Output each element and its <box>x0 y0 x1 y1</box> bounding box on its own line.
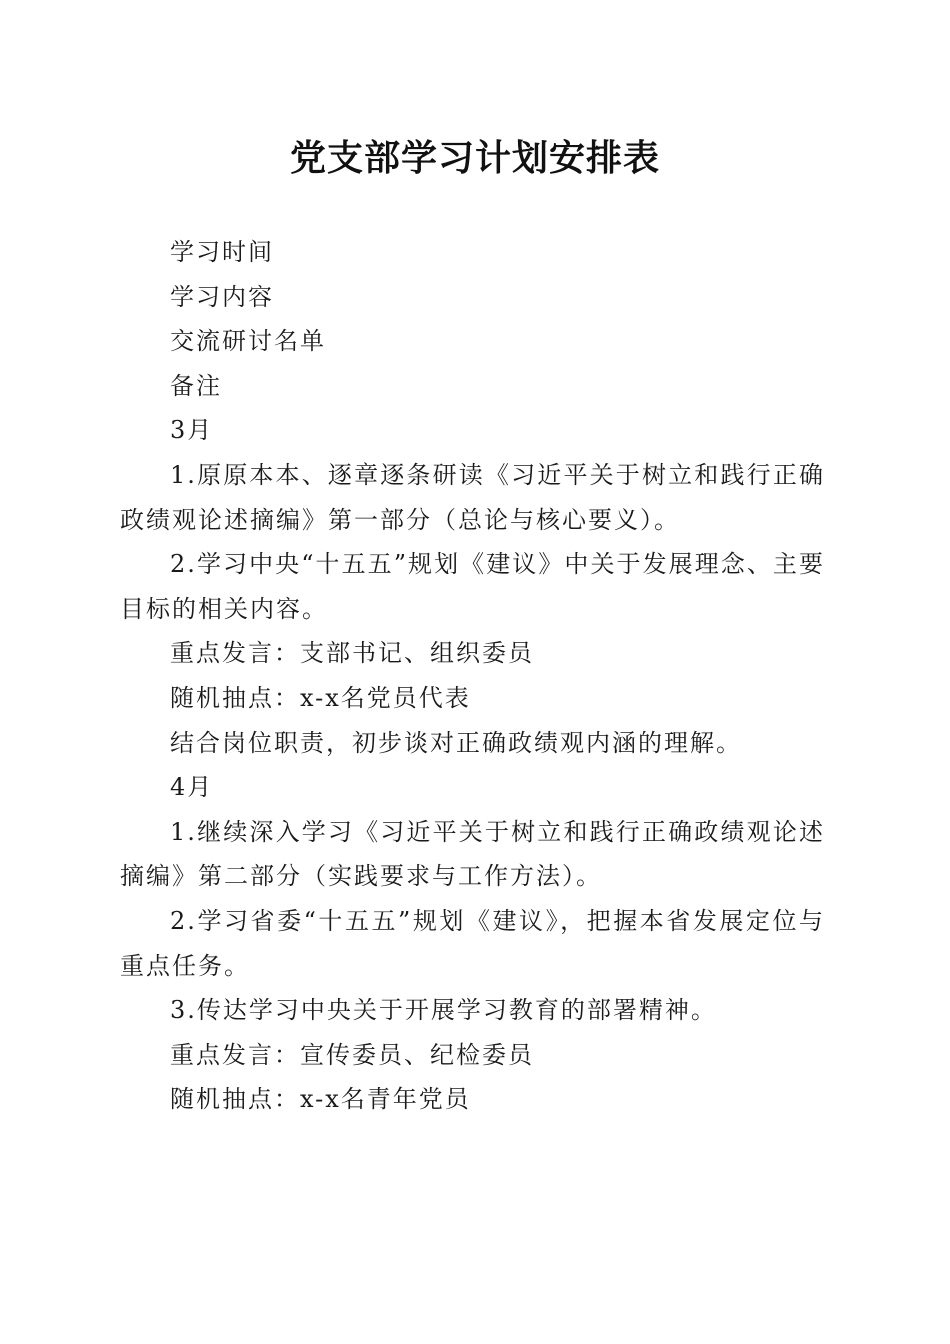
paragraph-april-item-1: 1.继续深入学习《习近平关于树立和践行正确政绩观论述摘编》第二部分（实践要求与工作方法）。 <box>120 817 825 891</box>
document-body <box>120 230 825 1122</box>
paragraph-march-random-pick: 随机抽点：x-x名党员代表 <box>170 683 471 712</box>
paragraph-discussion-list-header: 交流研讨名单 <box>170 327 326 356</box>
paragraph-march-item-2: 2.学习中央“十五五”规划《建议》中关于发展理念、主要目标的相关内容。 <box>120 550 825 623</box>
paragraph-march-remark: 结合岗位职责，初步谈对正确政绩观内涵的理解。 <box>170 728 742 757</box>
paragraph-study-time-header: 学习时间 <box>170 238 274 266</box>
document-title: 党支部学习计划安排表 <box>289 137 660 179</box>
paragraph-month-april: 4月 <box>170 773 214 802</box>
paragraph-april-random-pick: 随机抽点：x-x名青年党员 <box>170 1085 471 1114</box>
paragraph-study-content-header: 学习内容 <box>170 282 274 311</box>
paragraph-march-key-speakers: 重点发言：支部书记、组织委员 <box>170 639 534 668</box>
paragraph-march-item-1: 1.原原本本、逐章逐条研读《习近平关于树立和践行正确政绩观论述摘编》第一部分（总论与核心要义）。 <box>120 460 825 534</box>
paragraph-april-item-3: 3.传达学习中央关于开展学习教育的部署精神。 <box>170 996 717 1025</box>
paragraph-month-march: 3月 <box>170 416 214 445</box>
paragraph-april-item-2: 2.学习省委“十五五”规划《建议》，把握本省发展定位与重点任务。 <box>120 906 825 980</box>
paragraph-april-key-speakers: 重点发言：宣传委员、纪检委员 <box>170 1040 534 1069</box>
paragraph-remarks-header: 备注 <box>170 371 222 400</box>
